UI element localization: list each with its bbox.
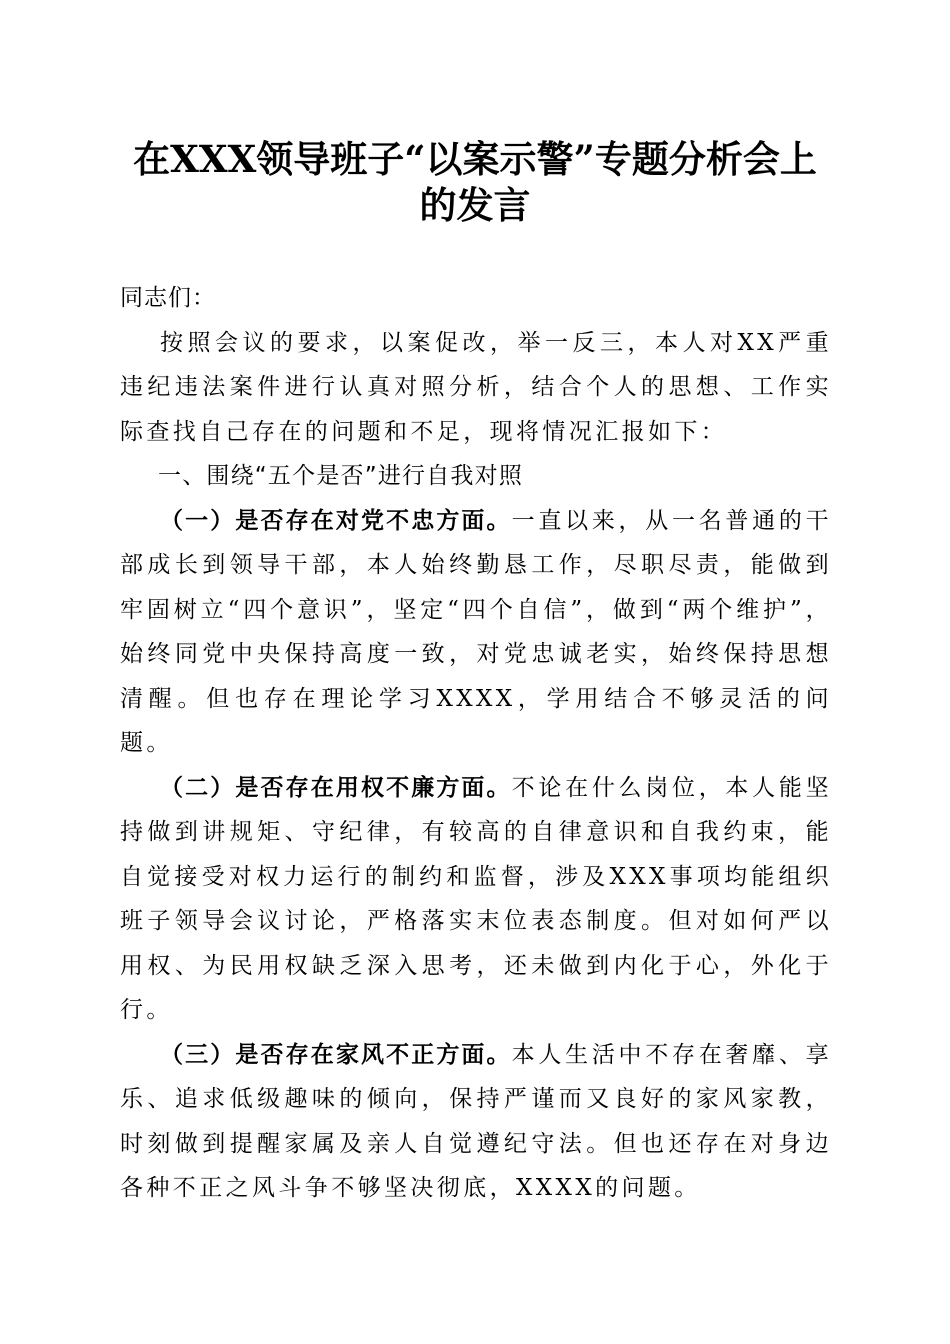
document-body (120, 276, 832, 1211)
intro-paragraph: 按照会议的要求，以案促改，举一反三，本人对XX严重违纪违法案件进行认真对照分析，结合个人的思想、工作实际查找自己存在的问题和不足，现将情况汇报如下： (120, 329, 832, 445)
title-line-1: 在XXX领导班子“以案示警”专题分析会上 (133, 137, 817, 181)
item-paragraph-3 (120, 1033, 832, 1211)
greeting: 同志们： (120, 285, 216, 311)
item-paragraph-1 (120, 499, 832, 766)
section-heading: 一、围绕“五个是否”进行自我对照 (158, 463, 524, 489)
title-line-2: 的发言 (419, 183, 531, 227)
document-title (100, 136, 850, 228)
item-text-2: 不论在什么岗位，本人能坚持做到讲规矩、守纪律，有较高的自律意识和自我约束，能自觉接受对权力运行的制约和监督，涉及XXX事项均能组织班子领导会议讨论，严格落实末位表态制度。但对如何严以用权、为民用权缺乏深入思考，还未做到内化于心，外化于行。 (120, 774, 832, 1023)
item-paragraph-2 (120, 766, 832, 1033)
item-lead-1: （一）是否存在对党不忠方面。 (160, 507, 512, 534)
item-lead-3: （三）是否存在家风不正方面。 (160, 1041, 512, 1068)
item-text-3: 本人生活中不存在奢靡、享乐、追求低级趣味的倾向，保持严谨而又良好的家风家教，时刻做到提醒家属及亲人自觉遵纪守法。但也还存在对身边各种不正之风斗争不够坚决彻底，XXXX的问题。 (120, 1041, 832, 1201)
item-lead-2: （二）是否存在用权不廉方面。 (160, 774, 512, 801)
item-text-1: 一直以来，从一名普通的干部成长到领导干部，本人始终勤恳工作，尽职尽责，能做到牢固树立“四个意识”，坚定“四个自信”，做到“两个维护”，始终同党中央保持高度一致，对党忠诚老实，始终保持思想清醒。但也存在理论学习XXXX，学用结合不够灵活的问题。 (120, 507, 832, 756)
